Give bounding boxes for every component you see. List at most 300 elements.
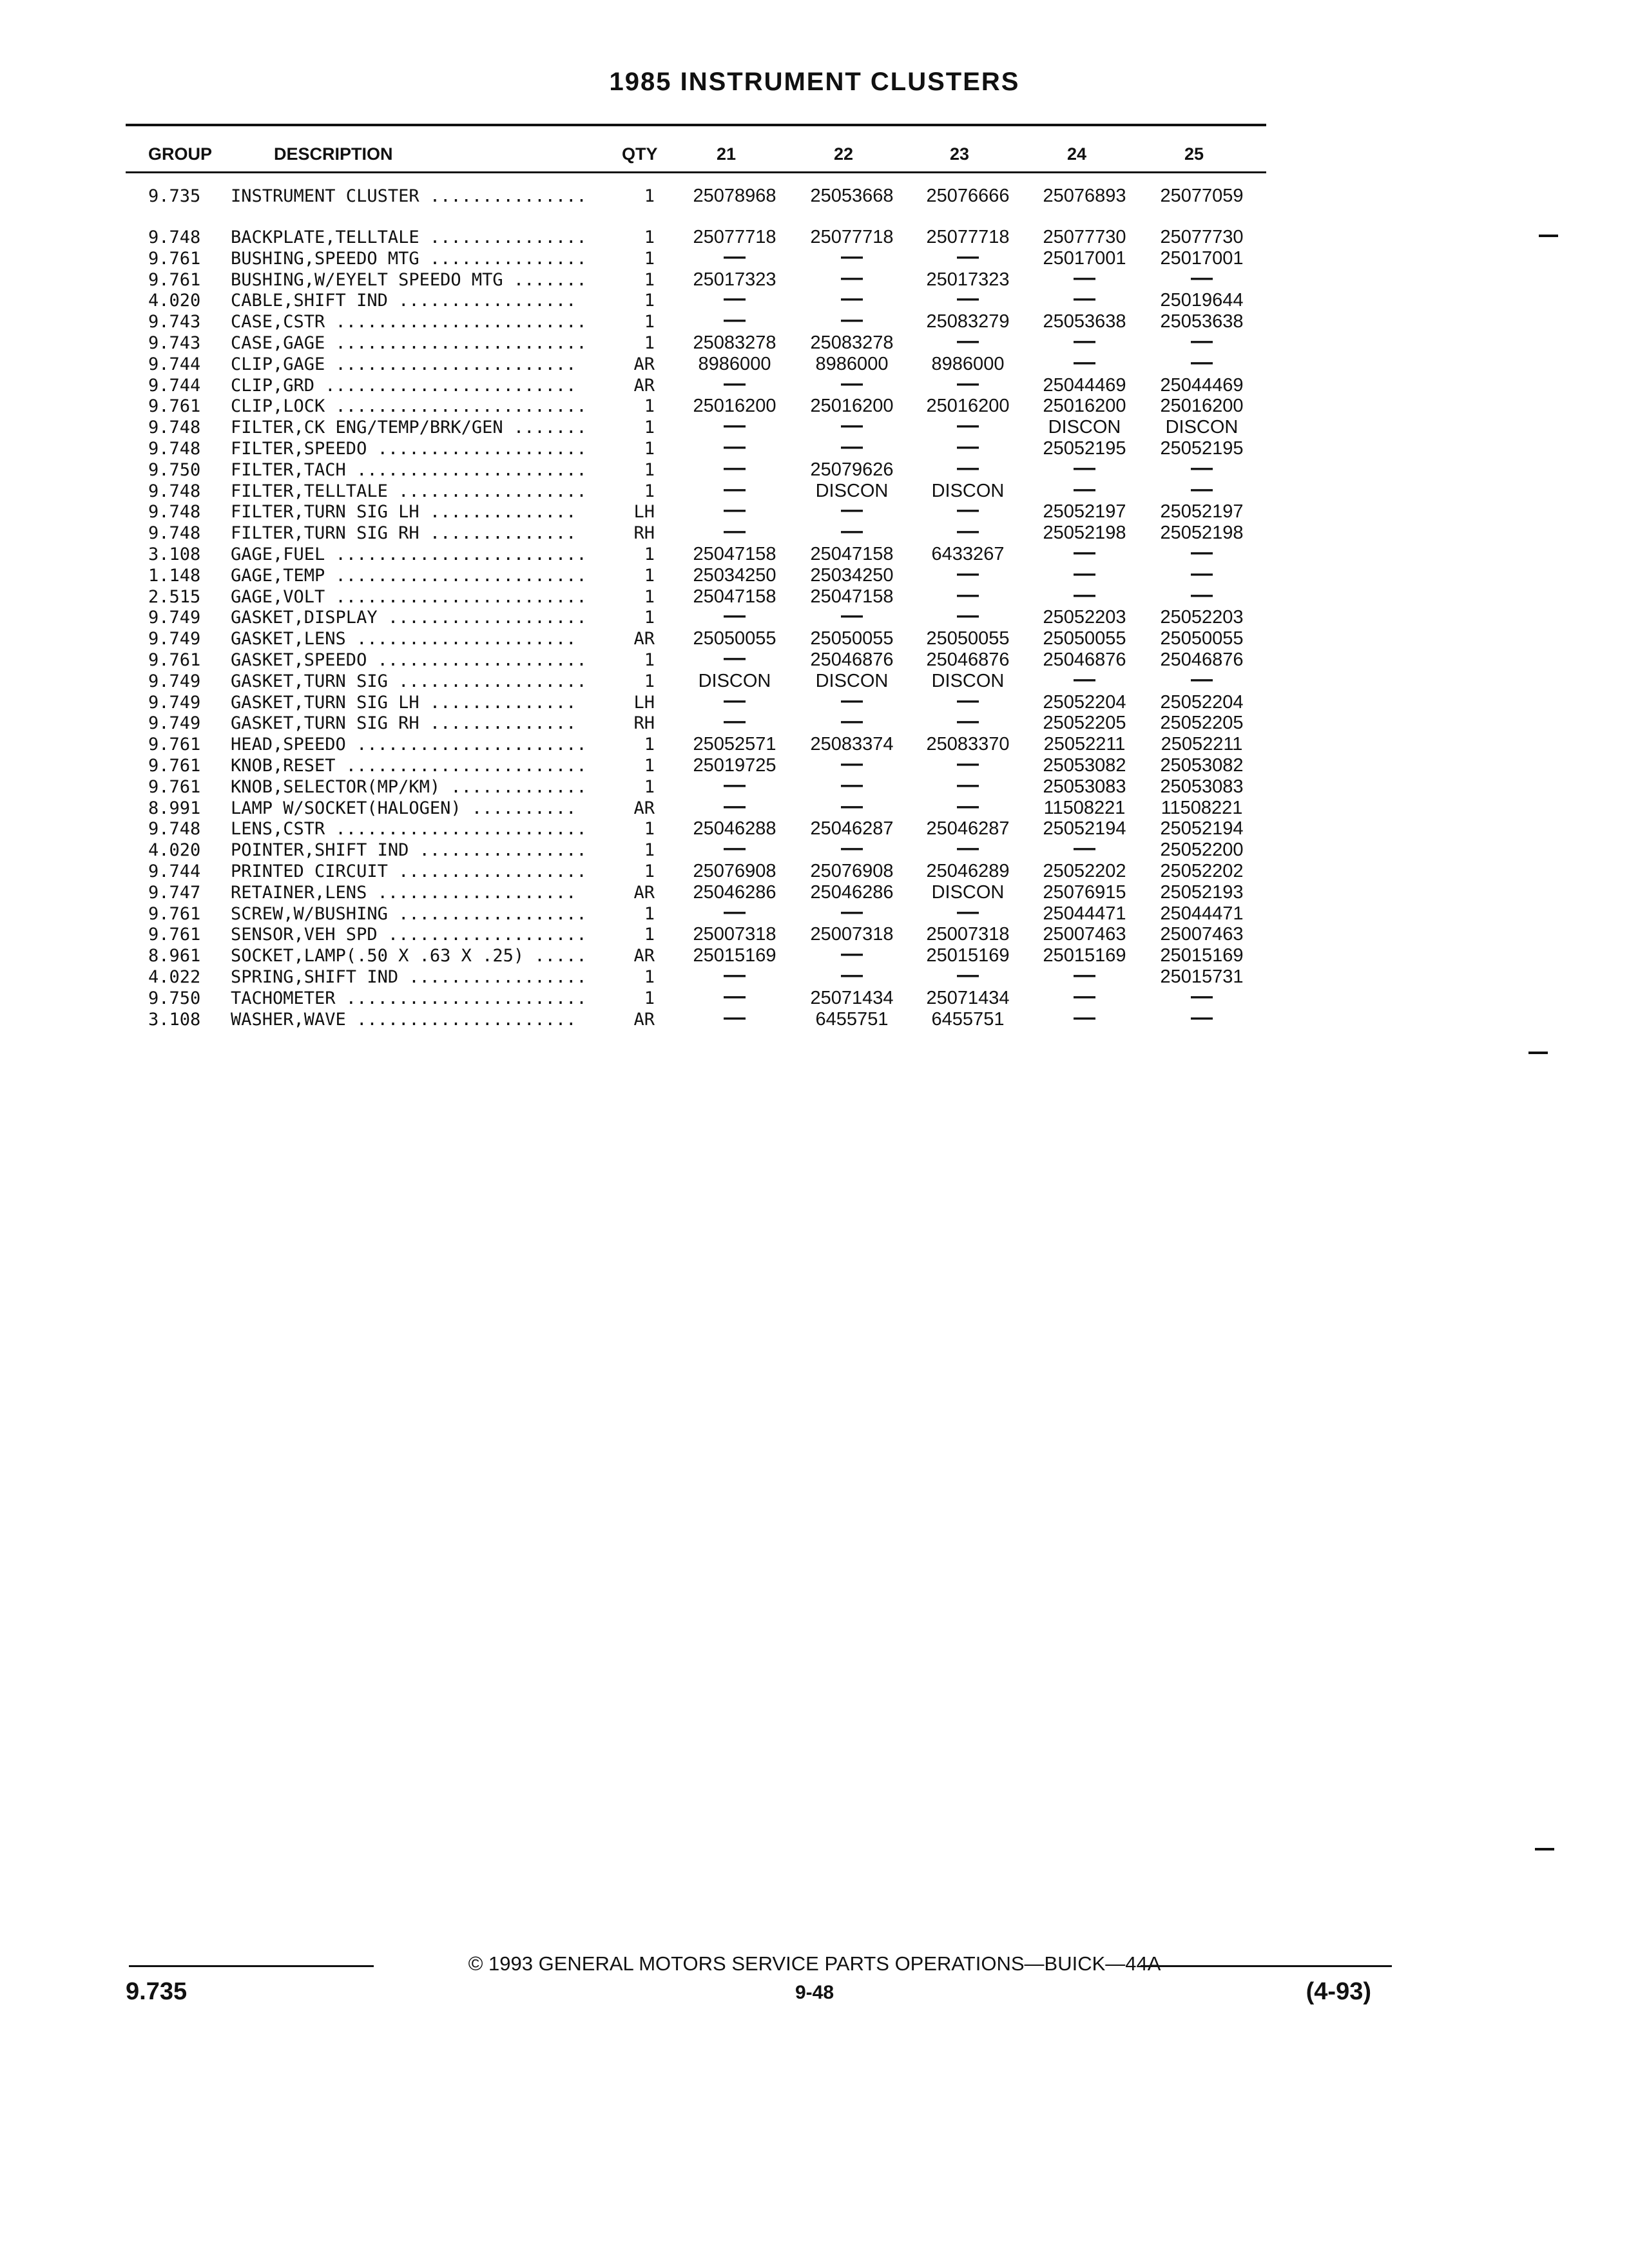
part-number-cell-25: 25052211 bbox=[1161, 734, 1243, 755]
header-group: GROUP bbox=[148, 144, 213, 164]
description-cell: CABLE,SHIFT IND ................. bbox=[231, 291, 577, 311]
part-number-cell-23: 25046876 bbox=[926, 649, 1010, 670]
part-number-cell-24: — bbox=[1074, 836, 1095, 861]
description-cell: WASHER,WAVE ..................... bbox=[231, 1009, 577, 1030]
description-cell: GASKET,DISPLAY ................... bbox=[231, 608, 587, 628]
part-number-cell-21: 25052571 bbox=[693, 734, 776, 755]
part-number-cell-25: — bbox=[1191, 265, 1213, 290]
margin-mark bbox=[1535, 1848, 1554, 1850]
part-number-cell-22: 25077718 bbox=[810, 227, 894, 247]
group-cell: 9.761 bbox=[148, 925, 201, 945]
group-cell: 9.748 bbox=[148, 439, 201, 459]
qty-cell: 1 bbox=[644, 248, 655, 269]
part-number-cell-21: 25007318 bbox=[693, 924, 776, 945]
part-number-cell-24: 25052194 bbox=[1043, 818, 1126, 840]
part-number-cell-24: 25052203 bbox=[1043, 607, 1126, 628]
part-number-cell-25: 25052197 bbox=[1160, 501, 1244, 523]
part-number-cell-23: 6455751 bbox=[931, 1008, 1005, 1030]
part-number-cell-23: — bbox=[957, 329, 979, 353]
qty-cell: 1 bbox=[644, 544, 655, 564]
group-cell: 9.743 bbox=[148, 312, 201, 332]
part-number-cell-22: — bbox=[841, 963, 863, 987]
header-model-22: 22 bbox=[834, 144, 854, 164]
group-cell: 9.744 bbox=[148, 375, 201, 396]
table-row bbox=[0, 818, 1629, 840]
part-number-cell-23: — bbox=[957, 519, 979, 544]
table-row bbox=[0, 307, 1629, 332]
table-row bbox=[0, 561, 1629, 586]
part-number-cell-22: 25046876 bbox=[810, 649, 894, 670]
part-number-cell-24: DISCON bbox=[1048, 417, 1121, 438]
part-number-cell-25: 25052202 bbox=[1160, 861, 1244, 881]
group-cell: 4.022 bbox=[148, 967, 201, 987]
qty-cell: 1 bbox=[644, 988, 655, 1008]
part-number-cell-22: — bbox=[841, 899, 863, 924]
part-number-cell-21: — bbox=[724, 476, 746, 501]
group-cell: 9.749 bbox=[148, 608, 201, 628]
part-number-cell-23: 25083370 bbox=[926, 734, 1010, 755]
description-cell: SOCKET,LAMP(.50 X .63 X .25) ..... bbox=[231, 946, 587, 966]
part-number-cell-23: — bbox=[957, 244, 979, 269]
table-row bbox=[0, 646, 1629, 671]
part-number-cell-22: — bbox=[841, 603, 863, 628]
table-row bbox=[0, 265, 1629, 291]
description-cell: CLIP,GRD ........................ bbox=[231, 375, 577, 396]
part-number-cell-22: 25047158 bbox=[810, 544, 894, 564]
part-number-cell-23: 25007318 bbox=[926, 924, 1010, 945]
qty-cell: 1 bbox=[644, 186, 655, 206]
group-cell: 9.750 bbox=[148, 988, 201, 1008]
part-number-cell-23: — bbox=[957, 413, 979, 438]
qty-cell: 1 bbox=[644, 840, 655, 861]
part-number-cell-22: 25050055 bbox=[810, 628, 894, 649]
part-number-cell-22: — bbox=[841, 307, 863, 332]
part-number-cell-24: 25052202 bbox=[1043, 861, 1126, 881]
part-number-cell-22: — bbox=[841, 265, 863, 290]
part-number-cell-23: 25076666 bbox=[926, 186, 1010, 206]
group-cell: 4.020 bbox=[148, 840, 201, 861]
description-cell: CLIP,LOCK ........................ bbox=[231, 396, 587, 417]
part-number-cell-24: — bbox=[1074, 561, 1095, 586]
part-number-cell-22: — bbox=[841, 244, 863, 269]
description-cell: BACKPLATE,TELLTALE ............... bbox=[231, 227, 587, 247]
qty-cell: 1 bbox=[644, 565, 655, 586]
part-number-cell-24: 25052205 bbox=[1043, 713, 1126, 734]
part-number-cell-22: 25076908 bbox=[810, 861, 894, 881]
margin-mark bbox=[1528, 1052, 1548, 1054]
part-number-cell-21: 25015169 bbox=[693, 945, 776, 966]
group-cell: 9.761 bbox=[148, 396, 201, 417]
part-number-cell-21: 25016200 bbox=[693, 396, 776, 417]
description-cell: GASKET,SPEEDO .................... bbox=[231, 650, 587, 670]
group-cell: 9.761 bbox=[148, 756, 201, 776]
part-number-cell-21: — bbox=[724, 244, 746, 269]
table-row bbox=[0, 370, 1629, 396]
part-number-cell-24: — bbox=[1074, 476, 1095, 501]
group-cell: 3.108 bbox=[148, 544, 201, 564]
qty-cell: AR bbox=[633, 882, 655, 903]
part-number-cell-21: 25047158 bbox=[693, 586, 776, 607]
group-cell: 9.749 bbox=[148, 671, 201, 691]
qty-cell: 1 bbox=[644, 861, 655, 881]
qty-cell: AR bbox=[633, 946, 655, 966]
part-number-cell-24: — bbox=[1074, 582, 1095, 607]
qty-cell: 1 bbox=[644, 459, 655, 480]
part-number-cell-25: 25052195 bbox=[1160, 438, 1244, 459]
part-number-cell-21: — bbox=[724, 603, 746, 628]
part-number-cell-22: 25071434 bbox=[810, 987, 894, 1008]
qty-cell: LH bbox=[633, 502, 655, 523]
part-number-cell-24: 25076915 bbox=[1043, 881, 1126, 903]
table-row bbox=[0, 244, 1629, 269]
part-number-cell-25: 25052193 bbox=[1160, 881, 1244, 903]
table-row bbox=[0, 861, 1629, 882]
part-number-cell-24: 25076893 bbox=[1043, 186, 1126, 206]
part-number-cell-24: 25007463 bbox=[1043, 924, 1126, 945]
part-number-cell-22: 25083278 bbox=[810, 332, 894, 353]
qty-cell: 1 bbox=[644, 227, 655, 247]
part-number-cell-23: — bbox=[957, 687, 979, 713]
description-cell: RETAINER,LENS ................... bbox=[231, 882, 577, 903]
part-number-cell-25: — bbox=[1191, 561, 1213, 586]
table-row bbox=[0, 628, 1629, 649]
part-number-cell-25: 25044469 bbox=[1160, 374, 1244, 396]
description-cell: CASE,GAGE ........................ bbox=[231, 333, 587, 353]
table-row bbox=[0, 329, 1629, 354]
qty-cell: 1 bbox=[644, 671, 655, 691]
part-number-cell-21: 25078968 bbox=[693, 186, 776, 206]
part-number-cell-25: — bbox=[1191, 983, 1213, 1008]
part-number-cell-22: 25079626 bbox=[810, 459, 894, 480]
qty-cell: LH bbox=[633, 692, 655, 713]
description-cell: BUSHING,SPEEDO MTG ............... bbox=[231, 248, 587, 269]
group-cell: 4.020 bbox=[148, 291, 201, 311]
table-row bbox=[0, 1004, 1629, 1030]
part-number-cell-25: 25052200 bbox=[1160, 840, 1244, 861]
qty-cell: AR bbox=[633, 1009, 655, 1030]
table-row bbox=[0, 772, 1629, 798]
group-cell: 9.743 bbox=[148, 333, 201, 353]
qty-cell: 1 bbox=[644, 269, 655, 290]
description-cell: LAMP W/SOCKET(HALOGEN) .......... bbox=[231, 798, 577, 818]
part-number-cell-25: 25015731 bbox=[1160, 966, 1244, 987]
part-number-cell-24: — bbox=[1074, 455, 1095, 480]
qty-cell: 1 bbox=[644, 776, 655, 797]
description-cell: CLIP,GAGE ....................... bbox=[231, 354, 577, 374]
part-number-cell-21: — bbox=[724, 899, 746, 924]
margin-mark bbox=[1539, 235, 1558, 237]
part-number-cell-24: 25050055 bbox=[1043, 628, 1126, 649]
part-number-cell-25: 25053082 bbox=[1160, 755, 1244, 776]
part-number-cell-21: — bbox=[724, 434, 746, 459]
table-row bbox=[0, 734, 1629, 755]
part-number-cell-21: — bbox=[724, 370, 746, 396]
part-number-cell-25: 25019644 bbox=[1160, 290, 1244, 311]
group-cell: 9.750 bbox=[148, 459, 201, 480]
description-cell: INSTRUMENT CLUSTER ............... bbox=[231, 186, 587, 206]
description-cell: CASE,CSTR ........................ bbox=[231, 312, 587, 332]
part-number-cell-23: 25077718 bbox=[926, 227, 1010, 247]
description-cell: FILTER,TURN SIG RH .............. bbox=[231, 523, 577, 544]
group-cell: 9.748 bbox=[148, 523, 201, 544]
part-number-cell-22: 25007318 bbox=[810, 924, 894, 945]
part-number-cell-25: — bbox=[1191, 582, 1213, 607]
qty-cell: 1 bbox=[644, 586, 655, 607]
header-qty: QTY bbox=[622, 144, 658, 164]
part-number-cell-21: 25077718 bbox=[693, 227, 776, 247]
qty-cell: 1 bbox=[644, 481, 655, 501]
group-cell: 9.761 bbox=[148, 903, 201, 924]
part-number-cell-22: 25046286 bbox=[810, 881, 894, 903]
part-number-cell-25: 25046876 bbox=[1160, 649, 1244, 670]
part-number-cell-21: 25047158 bbox=[693, 544, 776, 564]
qty-cell: 1 bbox=[644, 418, 655, 438]
part-number-cell-21: 25076908 bbox=[693, 861, 776, 881]
part-number-cell-22: — bbox=[841, 709, 863, 734]
table-row bbox=[0, 751, 1629, 776]
part-number-cell-25: 25016200 bbox=[1160, 396, 1244, 417]
part-number-cell-21: — bbox=[724, 519, 746, 544]
part-number-cell-23: 25016200 bbox=[926, 396, 1010, 417]
group-cell: 9.761 bbox=[148, 776, 201, 797]
part-number-cell-23: — bbox=[957, 772, 979, 797]
qty-cell: 1 bbox=[644, 819, 655, 840]
part-number-cell-23: — bbox=[957, 370, 979, 396]
qty-cell: AR bbox=[633, 798, 655, 818]
group-cell: 3.108 bbox=[148, 1009, 201, 1030]
part-number-cell-21: — bbox=[724, 646, 746, 670]
description-cell: LENS,CSTR ........................ bbox=[231, 819, 587, 840]
group-cell: 9.749 bbox=[148, 713, 201, 734]
qty-cell: 1 bbox=[644, 735, 655, 755]
description-cell: FILTER,CK ENG/TEMP/BRK/GEN ....... bbox=[231, 418, 587, 438]
part-number-cell-24: 25052198 bbox=[1043, 523, 1126, 544]
part-number-cell-24: — bbox=[1074, 666, 1095, 691]
part-number-cell-24: — bbox=[1074, 265, 1095, 290]
qty-cell: 1 bbox=[644, 333, 655, 353]
qty-cell: 1 bbox=[644, 925, 655, 945]
table-row bbox=[0, 497, 1629, 523]
part-number-cell-21: — bbox=[724, 709, 746, 734]
table-row bbox=[0, 836, 1629, 861]
part-number-cell-24: 25052204 bbox=[1043, 691, 1126, 713]
part-number-cell-21: — bbox=[724, 307, 746, 332]
part-number-cell-24: 25015169 bbox=[1043, 945, 1126, 966]
description-cell: GASKET,TURN SIG .................. bbox=[231, 671, 587, 691]
description-cell: GAGE,VOLT ........................ bbox=[231, 586, 587, 607]
qty-cell: AR bbox=[633, 354, 655, 374]
group-cell: 1.148 bbox=[148, 565, 201, 586]
part-number-cell-23: DISCON bbox=[931, 670, 1005, 691]
table-row bbox=[0, 476, 1629, 502]
part-number-cell-23: DISCON bbox=[931, 480, 1005, 501]
qty-cell: 1 bbox=[644, 756, 655, 776]
header-rule bbox=[126, 124, 1266, 126]
part-number-cell-22: 25046287 bbox=[810, 818, 894, 840]
part-number-cell-25: DISCON bbox=[1165, 417, 1239, 438]
part-number-cell-25: 25052203 bbox=[1160, 607, 1244, 628]
group-cell: 8.991 bbox=[148, 798, 201, 818]
part-number-cell-24: 25077730 bbox=[1043, 227, 1126, 247]
header-model-25: 25 bbox=[1184, 144, 1204, 164]
table-row bbox=[0, 793, 1629, 819]
group-cell: 9.735 bbox=[148, 186, 201, 206]
part-number-cell-22: — bbox=[841, 519, 863, 544]
description-cell: GASKET,TURN SIG LH .............. bbox=[231, 692, 577, 713]
part-number-cell-24: 25044471 bbox=[1043, 903, 1126, 924]
part-number-cell-22: 25047158 bbox=[810, 586, 894, 607]
part-number-cell-25: 25015169 bbox=[1160, 945, 1244, 966]
part-number-cell-23: — bbox=[957, 286, 979, 311]
table-row bbox=[0, 582, 1629, 608]
part-number-cell-24: 25052211 bbox=[1043, 734, 1126, 755]
part-number-cell-25: 25017001 bbox=[1160, 247, 1244, 269]
part-number-cell-24: 25044469 bbox=[1043, 374, 1126, 396]
part-number-cell-23: 25071434 bbox=[926, 987, 1010, 1008]
part-number-cell-22: — bbox=[841, 772, 863, 797]
part-number-cell-22: 8986000 bbox=[815, 353, 889, 374]
table-row bbox=[0, 687, 1629, 713]
footer-date: (4-93) bbox=[1306, 1978, 1371, 2005]
part-number-cell-23: — bbox=[957, 582, 979, 607]
part-number-cell-21: — bbox=[724, 963, 746, 987]
part-number-cell-22: 25053668 bbox=[810, 186, 894, 206]
part-number-cell-25: 25077730 bbox=[1160, 227, 1244, 247]
description-cell: GAGE,TEMP ........................ bbox=[231, 565, 587, 586]
part-number-cell-21: — bbox=[724, 793, 746, 818]
part-number-cell-23: — bbox=[957, 497, 979, 523]
part-number-cell-24: — bbox=[1074, 1004, 1095, 1030]
part-number-cell-21: — bbox=[724, 687, 746, 713]
part-number-cell-21: 25034250 bbox=[693, 564, 776, 586]
header-model-24: 24 bbox=[1067, 144, 1087, 164]
qty-cell: AR bbox=[633, 375, 655, 396]
part-number-cell-23: — bbox=[957, 836, 979, 861]
part-number-cell-23: — bbox=[957, 751, 979, 776]
part-number-cell-21: — bbox=[724, 1004, 746, 1030]
footer-group-ref: 9.735 bbox=[126, 1978, 188, 2005]
part-number-cell-25: 25007463 bbox=[1160, 924, 1244, 945]
part-number-cell-24: — bbox=[1074, 983, 1095, 1008]
part-number-cell-25: — bbox=[1191, 455, 1213, 480]
part-number-cell-25: 25050055 bbox=[1160, 628, 1244, 649]
table-row bbox=[0, 941, 1629, 966]
column-header-rule bbox=[126, 171, 1266, 173]
group-cell: 9.748 bbox=[148, 819, 201, 840]
part-number-cell-24: 25046876 bbox=[1043, 649, 1126, 670]
part-number-cell-23: — bbox=[957, 899, 979, 924]
part-number-cell-23: — bbox=[957, 434, 979, 459]
group-cell: 9.761 bbox=[148, 735, 201, 755]
table-row bbox=[0, 413, 1629, 438]
description-cell: SPRING,SHIFT IND ................. bbox=[231, 967, 587, 987]
part-number-cell-24: 25052197 bbox=[1043, 501, 1126, 523]
table-row bbox=[0, 434, 1629, 459]
group-cell: 9.749 bbox=[148, 629, 201, 649]
column-headers bbox=[0, 144, 1629, 170]
part-number-cell-22: — bbox=[841, 687, 863, 713]
group-cell: 9.748 bbox=[148, 502, 201, 523]
qty-cell: 1 bbox=[644, 291, 655, 311]
group-cell: 9.747 bbox=[148, 882, 201, 903]
part-number-cell-25: 25052204 bbox=[1160, 691, 1244, 713]
page-title: 1985 INSTRUMENT CLUSTERS bbox=[609, 68, 1020, 96]
group-cell: 9.761 bbox=[148, 269, 201, 290]
group-cell: 9.744 bbox=[148, 861, 201, 881]
part-number-cell-25: 25052194 bbox=[1160, 818, 1244, 840]
qty-cell: 1 bbox=[644, 650, 655, 670]
description-cell: FILTER,TACH ...................... bbox=[231, 459, 587, 480]
group-cell: 8.961 bbox=[148, 946, 201, 966]
description-cell: GASKET,LENS ..................... bbox=[231, 629, 577, 649]
part-number-cell-21: 25083278 bbox=[693, 332, 776, 353]
part-number-cell-22: — bbox=[841, 941, 863, 966]
description-cell: FILTER,TURN SIG LH .............. bbox=[231, 502, 577, 523]
group-cell: 9.744 bbox=[148, 354, 201, 374]
table-row bbox=[0, 286, 1629, 311]
table-row bbox=[0, 186, 1629, 207]
description-cell: GASKET,TURN SIG RH .............. bbox=[231, 713, 577, 734]
part-number-cell-25: — bbox=[1191, 666, 1213, 691]
part-number-cell-24: 25053638 bbox=[1043, 311, 1126, 332]
part-number-cell-25: 25044471 bbox=[1160, 903, 1244, 924]
table-row bbox=[0, 349, 1629, 375]
part-number-cell-24: 25053083 bbox=[1043, 776, 1126, 797]
table-row bbox=[0, 455, 1629, 481]
table-row bbox=[0, 983, 1629, 1009]
part-number-cell-23: — bbox=[957, 709, 979, 734]
table-row bbox=[0, 603, 1629, 628]
group-cell: 9.761 bbox=[148, 248, 201, 269]
table-row bbox=[0, 882, 1629, 903]
part-number-cell-23: 25046287 bbox=[926, 818, 1010, 840]
description-cell: FILTER,TELLTALE .................. bbox=[231, 481, 587, 501]
part-number-cell-22: — bbox=[841, 286, 863, 311]
part-number-cell-22: — bbox=[841, 370, 863, 396]
table-row bbox=[0, 666, 1629, 692]
header-model-21: 21 bbox=[717, 144, 737, 164]
part-number-cell-21: — bbox=[724, 413, 746, 438]
part-number-cell-23: — bbox=[957, 603, 979, 628]
part-number-cell-22: 25083374 bbox=[810, 734, 894, 755]
table-row bbox=[0, 396, 1629, 417]
group-cell: 9.748 bbox=[148, 227, 201, 247]
part-number-cell-21: — bbox=[724, 983, 746, 1008]
part-number-cell-23: — bbox=[957, 455, 979, 480]
description-cell: KNOB,RESET ....................... bbox=[231, 756, 587, 776]
part-number-cell-23: 25083279 bbox=[926, 311, 1010, 332]
part-number-cell-24: — bbox=[1074, 329, 1095, 353]
part-number-cell-25: 11508221 bbox=[1161, 797, 1243, 818]
description-cell: SCREW,W/BUSHING .................. bbox=[231, 903, 587, 924]
part-number-cell-22: 25034250 bbox=[810, 564, 894, 586]
part-number-cell-23: — bbox=[957, 963, 979, 987]
part-number-cell-23: 25017323 bbox=[926, 269, 1010, 290]
part-number-cell-25: 25052205 bbox=[1160, 713, 1244, 734]
part-number-cell-22: — bbox=[841, 413, 863, 438]
part-number-cell-23: 25050055 bbox=[926, 628, 1010, 649]
part-number-cell-25: 25052198 bbox=[1160, 523, 1244, 544]
description-cell: TACHOMETER ....................... bbox=[231, 988, 587, 1008]
part-number-cell-21: 25046288 bbox=[693, 818, 776, 840]
footer-copyright: © 1993 GENERAL MOTORS SERVICE PARTS OPERATIONS—BUICK—44A bbox=[468, 1952, 1161, 1975]
part-number-cell-21: DISCON bbox=[698, 670, 771, 691]
part-number-cell-21: 25046286 bbox=[693, 881, 776, 903]
qty-cell: 1 bbox=[644, 439, 655, 459]
part-number-cell-21: — bbox=[724, 286, 746, 311]
footer-page-number: 9-48 bbox=[795, 1982, 834, 2003]
table-row bbox=[0, 963, 1629, 988]
